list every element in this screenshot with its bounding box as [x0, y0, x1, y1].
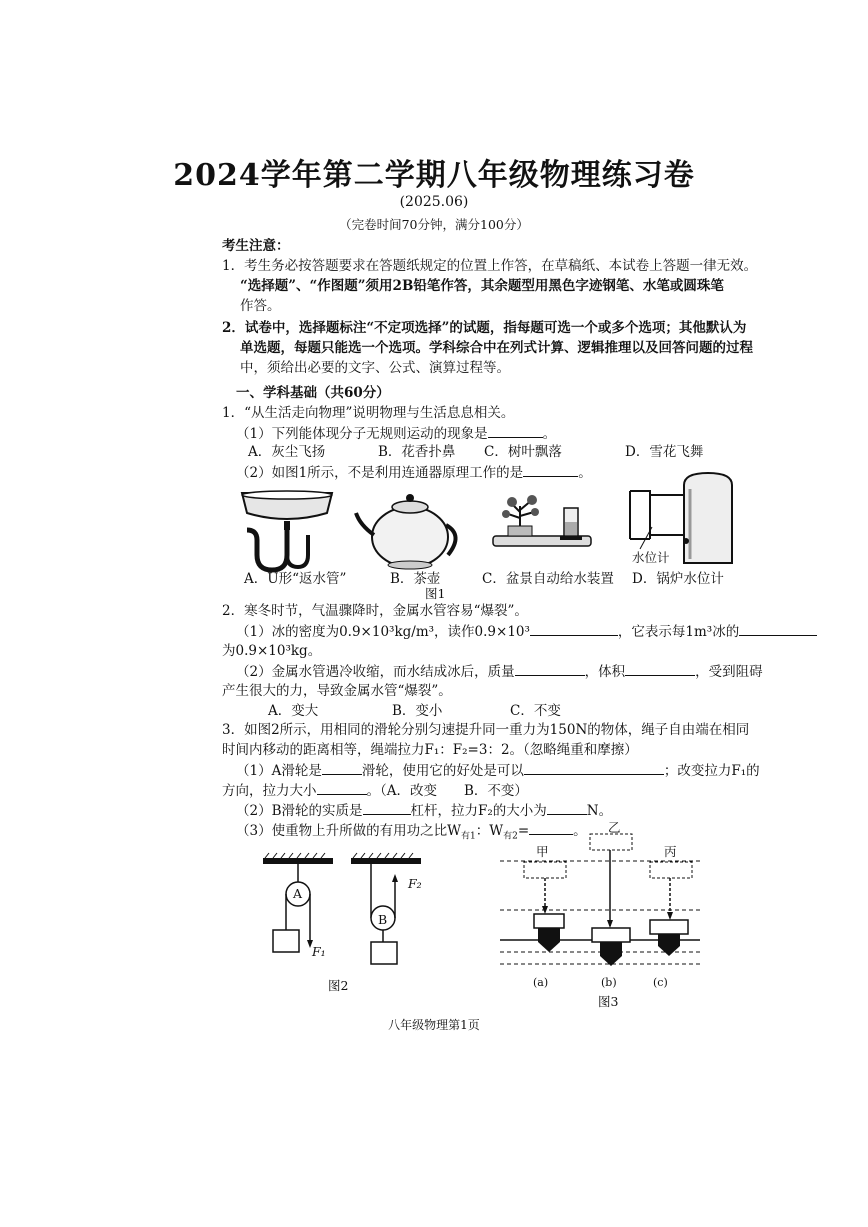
q2-part1-cont: 为0.9×10³kg。 [222, 643, 322, 659]
q1-option-b: B．花香扑鼻 [378, 444, 456, 460]
q3-part3-text-a: （3）使重物上升所做的有用功之比W [236, 823, 461, 839]
q2-option-c: C．不变 [510, 703, 561, 719]
q2-part1-text-a: （1）冰的密度为0.9×10³kg/m³，读作0.9×10³ [236, 624, 530, 640]
fig3-label-yi: 乙 [608, 820, 621, 835]
q3-part1-text-b: 滑轮，使用它的好处是可以 [361, 763, 524, 779]
notice-item2-line1: 2．试卷中，选择题标注“不定项选择”的试题，指每题可选一个或多个选项；其他默认为 [222, 320, 747, 336]
fig3-label-b: (b) [601, 976, 617, 989]
fig2-label-b: B [378, 912, 388, 927]
q3-stem-line2: 时间内移动的距离相等，绳端拉力F₁：F₂=3：2。（忽略绳重和摩擦） [222, 742, 638, 758]
q1-part2-text: （2）如图1所示，不是利用连通器原理工作的是 [236, 465, 524, 481]
page-title: 2024学年第二学期八年级物理练习卷 [173, 158, 695, 193]
notice-item1-line1: 1．考生务必按答题要求在答题纸规定的位置上作答，在草稿纸、本试卷上答题一律无效。 [222, 258, 758, 274]
q3-part3-text-b: ：W [475, 823, 504, 839]
q2-option-b: B．变小 [392, 703, 443, 719]
q3-sub2: 有2 [503, 831, 518, 842]
q3-part2-text-a: （2）B滑轮的实质是 [236, 803, 363, 819]
q3-part1-text-d: 方向，拉力大小 [222, 783, 317, 799]
fig3-caption: 图3 [598, 994, 619, 1009]
q1-part2 [236, 462, 592, 483]
q1-part1-blank[interactable] [488, 423, 543, 438]
q2-part2-blank1[interactable] [515, 661, 585, 676]
q3-part3-text-d: 。 [573, 823, 587, 839]
exam-info: （完卷时间70分钟，满分100分） [339, 217, 529, 232]
fig1-label-a: A．U形“返水管” [244, 571, 347, 587]
q2-part1 [236, 621, 817, 642]
q2-part2-blank2[interactable] [625, 661, 695, 676]
u-trap-figure [232, 485, 352, 575]
q1-part1-text: （1）下列能体现分子无规则运动的现象是 [236, 426, 488, 442]
fig1-label-c: C．盆景自动给水装置 [482, 571, 614, 587]
q2-part2-text-a: （2）金属水管遇冷收缩，而水结成冰后，质量 [236, 664, 515, 680]
notice-item2-line2: 单选题，每题只能选一个选项。学科综合中在列式计算、逻辑推理以及回答问题的过程 [240, 340, 753, 356]
q2-part2-text-c: ，受到阻碍 [695, 664, 763, 680]
q1-part2-blank[interactable] [523, 462, 578, 477]
q3-part2-blank2[interactable] [547, 800, 587, 815]
q3-part2-text-b: 杠杆，拉力F₂的大小为 [410, 803, 547, 819]
q3-part2 [236, 800, 612, 821]
notice-item1-line3: 作答。 [240, 298, 281, 314]
q3-part1-blank2[interactable] [524, 760, 664, 775]
fig3-label-c: (c) [653, 976, 668, 989]
q3-part1 [236, 760, 760, 781]
q3-part1-text-e: 。（A．改变 B．不变） [366, 783, 528, 799]
q3-part3-text-c: = [517, 823, 530, 839]
q1-part1 [236, 423, 556, 444]
q1-stem: 1．“从生活走向物理”说明物理与生活息息相关。 [222, 405, 515, 421]
q2-part1-blank1[interactable] [530, 621, 618, 636]
fig2-label-a: A [293, 886, 303, 901]
q1-option-a: A．灰尘飞扬 [248, 444, 326, 460]
exam-date: (2025.06) [399, 194, 469, 210]
q3-stem-line1: 3．如图2所示，用相同的滑轮分别匀速提升同一重力为150N的物体，绳子自由端在相同 [222, 722, 750, 738]
q1-option-d: D．雪花飞舞 [625, 444, 704, 460]
q3-part2-text-c: N。 [586, 803, 613, 819]
q2-part2-text-b: ，体积 [584, 664, 626, 680]
fig1-label-b: B．茶壶 [390, 571, 441, 587]
fig1-label-d: D．锅炉水位计 [632, 571, 724, 587]
q1-option-c: C．树叶飘落 [484, 444, 562, 460]
q3-part1-text-c: ；改变拉力F₁的 [663, 763, 760, 779]
page-footer: 八年级物理第1页 [388, 1018, 480, 1032]
q1-part1-end: 。 [542, 426, 557, 442]
notice-item1-line2: “选择题”、“作图题”须用2B铅笔作答，其余题型用黑色字迹钢笔、水笔或圆珠笔 [240, 278, 724, 294]
q2-stem: 2．寒冬时节，气温骤降时，金属水管容易“爆裂”。 [222, 603, 528, 619]
q2-option-a: A．变大 [268, 703, 319, 719]
notice-item2-line3: 中，须给出必要的文字、公式、演算过程等。 [240, 360, 510, 376]
teapot-figure [352, 485, 467, 575]
q3-part1-blank1[interactable] [322, 760, 362, 775]
q3-sub1: 有1 [460, 831, 476, 842]
section1-heading: 一、学科基础（共60分） [236, 385, 390, 401]
fig2-caption: 图2 [328, 978, 349, 993]
q3-part1-cont [222, 780, 528, 801]
q2-part1-blank2[interactable] [739, 621, 817, 636]
water-gauge-label: 水位计 [632, 550, 670, 565]
fig2-f1: F₁ [312, 944, 326, 959]
q2-part1-text-b: ，它表示每1m³冰的 [617, 624, 740, 640]
fig2-pulleys [255, 852, 435, 972]
notice-heading: 考生注意： [222, 238, 290, 254]
q2-part2-cont: 产生很大的力，导致金属水管“爆裂”。 [222, 683, 452, 699]
fig3-label-bing: 丙 [664, 844, 677, 859]
q3-part1-blank3[interactable] [317, 780, 367, 795]
q1-part2-end: 。 [578, 465, 592, 481]
fig1-caption: 图1 [425, 586, 446, 601]
fig2-f2: F₂ [408, 876, 422, 891]
q2-part2 [236, 661, 763, 682]
fig3-label-jia: 甲 [536, 844, 549, 859]
q3-part1-text-a: （1）A滑轮是 [236, 763, 322, 779]
bonsai-water-figure [488, 492, 598, 557]
q3-part2-blank1[interactable] [363, 800, 411, 815]
fig3-label-a: (a) [533, 976, 549, 989]
